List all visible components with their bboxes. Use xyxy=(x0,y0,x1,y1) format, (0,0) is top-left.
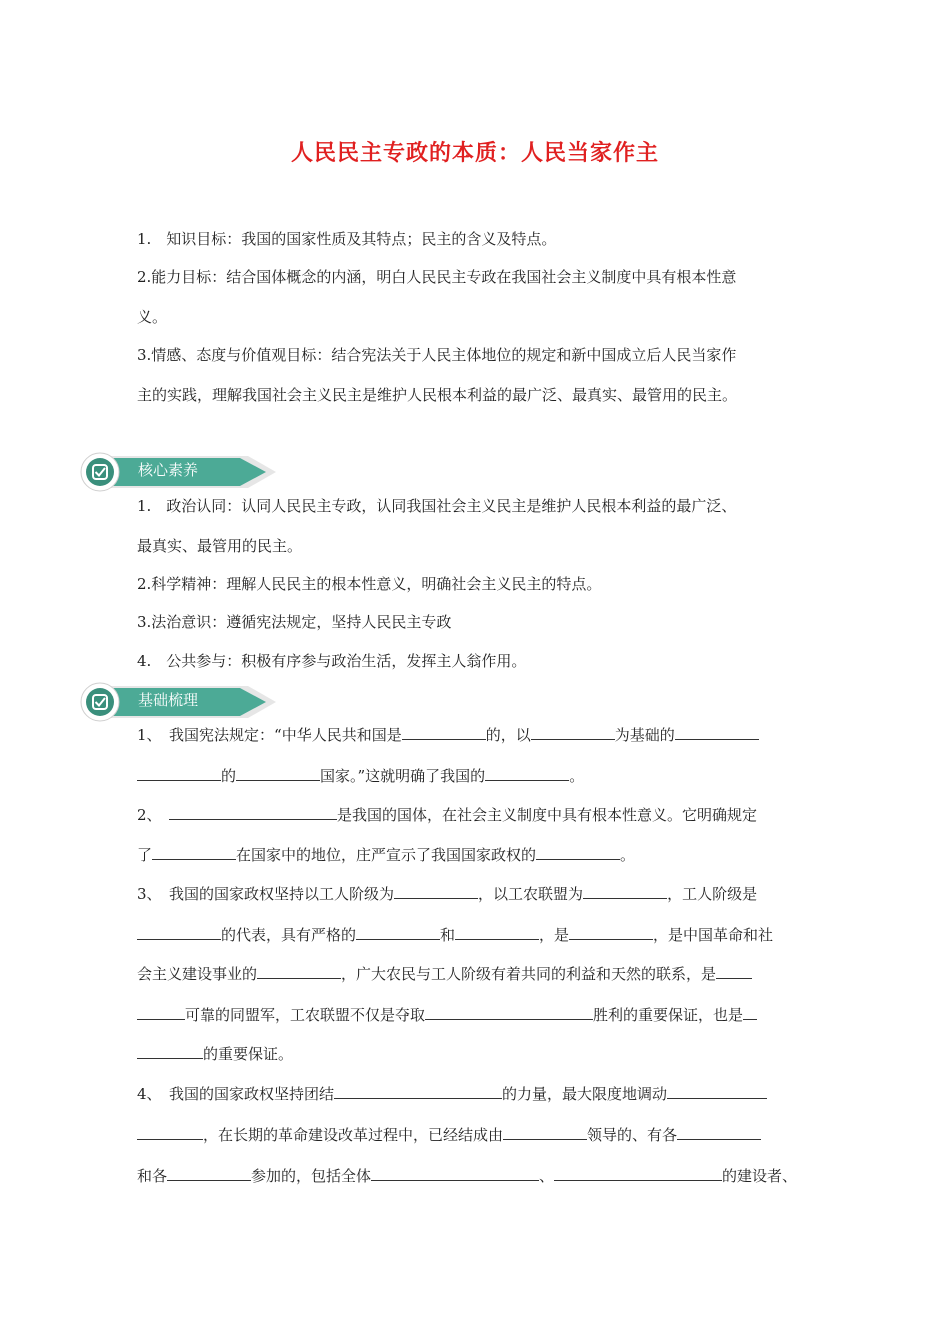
core-item-3: 3.法治意识：遵循宪法规定，坚持人民民主专政 xyxy=(137,613,452,631)
question-text: 、 xyxy=(539,1167,555,1185)
fill-blank[interactable] xyxy=(531,724,615,740)
fill-blank[interactable] xyxy=(334,1083,502,1099)
fill-blank[interactable] xyxy=(569,924,653,940)
fill-blank[interactable] xyxy=(716,963,752,979)
fill-blank[interactable] xyxy=(371,1165,539,1181)
objective-2: 2.能力目标：结合国体概念的内涵，明白人民民主专政在我国社会主义制度中具有根本性意 xyxy=(137,268,737,286)
core-item-4: 4. 公共参与：积极有序参与政治生活，发挥主人翁作用。 xyxy=(137,652,527,670)
fill-blank[interactable] xyxy=(137,1004,185,1020)
section-badge-core xyxy=(80,452,280,492)
fill-blank[interactable] xyxy=(554,1165,722,1181)
fill-blank[interactable] xyxy=(743,1004,757,1020)
question-text: 的建设者、 xyxy=(722,1167,798,1185)
question-1-line-1 xyxy=(137,724,817,745)
question-3-line-3 xyxy=(137,963,817,984)
question-4-line-1 xyxy=(137,1083,817,1104)
section-label-core: 核心素养 xyxy=(138,461,199,479)
question-text: 和各 xyxy=(137,1167,168,1185)
question-3-line-1 xyxy=(137,883,817,904)
objective-3-cont: 主的实践，理解我国社会主义民主是维护人民根本利益的最广泛、最真实、最管用的民主。 xyxy=(137,386,738,404)
question-1-line-2 xyxy=(137,765,817,786)
fill-blank[interactable] xyxy=(137,765,221,781)
fill-blank[interactable] xyxy=(667,1083,767,1099)
question-text: 4、 我国的国家政权坚持团结 xyxy=(137,1085,335,1103)
question-text: 。 xyxy=(620,846,636,864)
core-item-2: 2.科学精神：理解人民民主的根本性意义，明确社会主义民主的特点。 xyxy=(137,575,602,593)
question-text: 在国家中的地位，庄严宣示了我国国家政权的 xyxy=(236,846,537,864)
fill-blank[interactable] xyxy=(137,1124,203,1140)
objective-3: 3.情感、态度与价值观目标：结合宪法关于人民主体地位的规定和新中国成立后人民当家作 xyxy=(137,346,737,364)
fill-blank[interactable] xyxy=(356,924,440,940)
fill-blank[interactable] xyxy=(583,883,667,899)
question-text: 为基础的 xyxy=(614,726,675,744)
fill-blank[interactable] xyxy=(236,765,320,781)
fill-blank[interactable] xyxy=(257,963,341,979)
question-text: ，广大农民与工人阶级有着共同的利益和天然的联系，是 xyxy=(341,965,717,983)
question-text: 。 xyxy=(569,767,585,785)
question-text: 领导的、有各 xyxy=(587,1126,678,1144)
question-text: 的重要保证。 xyxy=(203,1045,294,1063)
question-3-line-5 xyxy=(137,1043,817,1064)
question-3-line-2 xyxy=(137,924,817,945)
fill-blank[interactable] xyxy=(137,924,221,940)
question-text: 3、 我国的国家政权坚持以工人阶级为 xyxy=(137,885,395,903)
fill-blank[interactable] xyxy=(677,1124,761,1140)
fill-blank[interactable] xyxy=(402,724,486,740)
objective-2-cont: 义。 xyxy=(137,308,168,326)
question-text: 2、 xyxy=(137,806,170,824)
objective-1: 1. 知识目标：我国的国家性质及其特点；民主的含义及特点。 xyxy=(137,230,557,248)
question-text: 会主义建设事业的 xyxy=(137,965,258,983)
question-4-line-2 xyxy=(137,1124,817,1145)
fill-blank[interactable] xyxy=(503,1124,587,1140)
question-text: ，以工农联盟为 xyxy=(478,885,584,903)
question-text: 的代表，具有严格的 xyxy=(221,926,357,944)
fill-blank[interactable] xyxy=(425,1004,593,1020)
section-badge-basics xyxy=(80,682,280,722)
fill-blank[interactable] xyxy=(152,844,236,860)
section-label-basics: 基础梳理 xyxy=(138,691,199,709)
question-text: 国家。”这就明确了我国的 xyxy=(320,767,486,785)
question-text: 和 xyxy=(440,926,456,944)
question-text: 胜利的重要保证，也是 xyxy=(593,1006,744,1024)
fill-blank[interactable] xyxy=(137,1043,203,1059)
question-text: ，是 xyxy=(539,926,570,944)
question-text: ，工人阶级是 xyxy=(667,885,758,903)
question-text: 了 xyxy=(137,846,153,864)
question-text: 参加的，包括全体 xyxy=(251,1167,372,1185)
fill-blank[interactable] xyxy=(167,1165,251,1181)
fill-blank[interactable] xyxy=(536,844,620,860)
fill-blank[interactable] xyxy=(169,804,337,820)
question-2-line-2 xyxy=(137,844,817,865)
fill-blank[interactable] xyxy=(485,765,569,781)
question-text: 可靠的同盟军，工农联盟不仅是夺取 xyxy=(185,1006,426,1024)
core-item-1-cont: 最真实、最管用的民主。 xyxy=(137,537,303,555)
page-title: 人民民主专政的本质：人民当家作主 xyxy=(290,141,659,166)
fill-blank[interactable] xyxy=(455,924,539,940)
question-text: ，是中国革命和社 xyxy=(653,926,774,944)
question-text: 的，以 xyxy=(485,726,531,744)
question-text: 的力量，最大限度地调动 xyxy=(502,1085,668,1103)
question-text: 1、 我国宪法规定：“中华人民共和国是 xyxy=(137,726,402,744)
question-2-line-1 xyxy=(137,804,817,825)
question-text: 是我国的国体，在社会主义制度中具有根本性意义。它明确规定 xyxy=(337,806,758,824)
core-item-1: 1. 政治认同：认同人民民主专政，认同我国社会主义民主是维护人民根本利益的最广泛、 xyxy=(137,497,737,515)
question-3-line-4 xyxy=(137,1004,817,1025)
fill-blank[interactable] xyxy=(394,883,478,899)
question-text: 的 xyxy=(221,767,237,785)
question-text: ，在长期的革命建设改革过程中，已经结成由 xyxy=(203,1126,504,1144)
question-4-line-3 xyxy=(137,1165,817,1186)
fill-blank[interactable] xyxy=(675,724,759,740)
